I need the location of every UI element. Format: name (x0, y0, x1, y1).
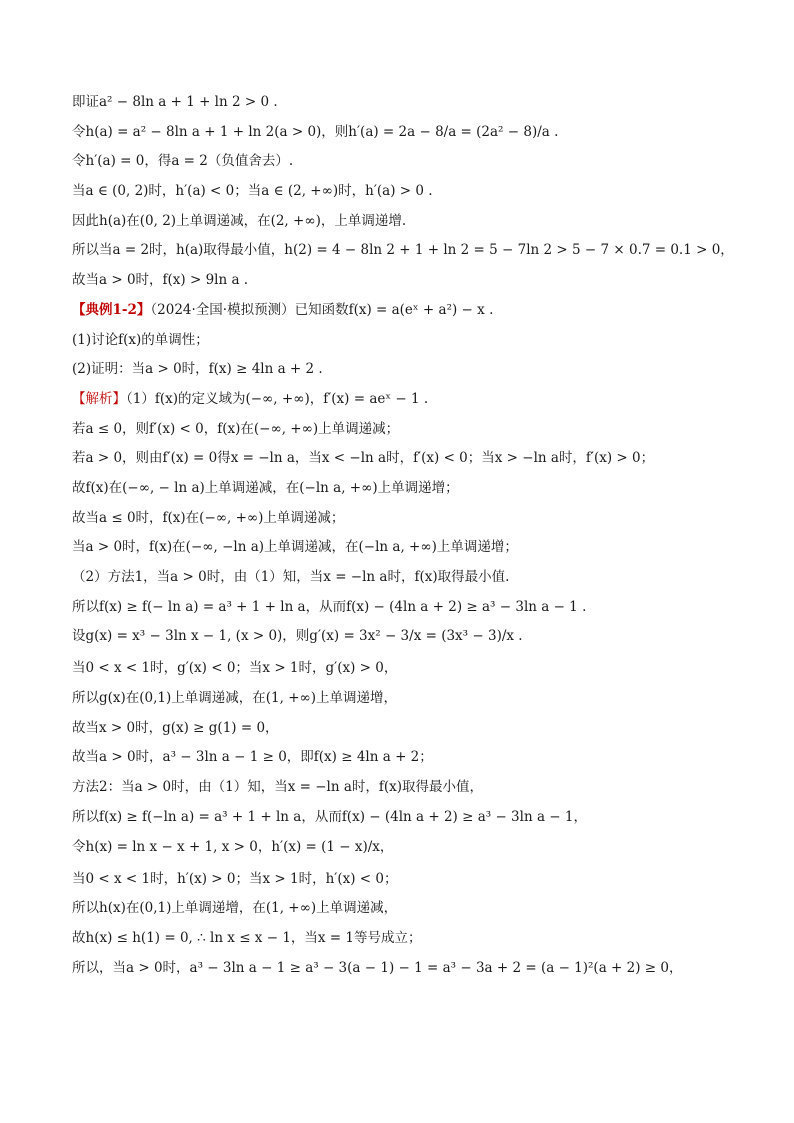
text-line: 所以g(x)在(0,1)上单调递减，在(1, +∞)上单调递增， (72, 690, 398, 707)
text-line: 令h(a) = a² − 8ln a + 1 + ln 2(a > 0)，则h′(a) = 2a − 8/a = (2a² − 8)/a . (72, 123, 559, 140)
text-line: 故当a > 0时，f(x) > 9ln a . (72, 272, 249, 289)
text-line: 若a > 0，则由f′(x) = 0得x = −ln a，当x < −ln a时，f′(x) < 0；当x > −ln a时，f′(x) > 0； (72, 450, 655, 467)
text-line: 故当a ≤ 0时，f(x)在(−∞, +∞)上单调递减； (72, 509, 345, 526)
text-line: 因此h(a)在(0, 2)上单调递减，在(2, +∞)，上单调递增. (72, 212, 407, 229)
text-segment: 【典例1-2】 (72, 301, 151, 318)
text-line: 所以当a = 2时，h(a)取得最小值，h(2) = 4 − 8ln 2 + 1 + ln 2 = 5 − 7ln 2 > 5 − 7 × 0.7 = 0.1 > 0， (72, 242, 734, 259)
text-line: 所以f(x) ≥ f(− ln a) = a³ + 1 + ln a，从而f(x) − (4ln a + 2) ≥ a³ − 3ln a − 1 . (72, 598, 587, 615)
text-line: 故h(x) ≤ h(1) = 0, ∴ ln x ≤ x − 1，当x = 1等号成立； (72, 929, 422, 946)
text-segment: （2024·全国·模拟预测）已知函数f(x) = a(eˣ + a²) − x . (150, 301, 494, 318)
text-line: （2）方法1，当a > 0时，由（1）知，当x = −ln a时，f(x)取得最小值. (72, 569, 510, 585)
text-line: 若a ≤ 0，则f′(x) < 0，f(x)在(−∞, +∞)上单调递减； (72, 420, 400, 437)
text-line: 当0 < x < 1时，g′(x) < 0；当x > 1时，g′(x) > 0， (72, 660, 398, 677)
text-line: 当0 < x < 1时，h′(x) > 0；当x > 1时，h′(x) < 0； (72, 870, 398, 887)
text-segment: 【解析】 (72, 390, 126, 407)
text-line: 设g(x) = x³ − 3ln x − 1, (x > 0)，则g′(x) = 3x² − 3/x = (3x³ − 3)/x . (72, 628, 523, 645)
text-segment: （1）f(x)的定义域为(−∞, +∞)，f′(x) = aeˣ − 1 . (126, 390, 429, 407)
text-line: 当a ∈ (0, 2)时，h′(a) < 0；当a ∈ (2, +∞)时，h′(a) > 0 . (72, 183, 433, 200)
text-line: 所以f(x) ≥ f(−ln a) = a³ + 1 + ln a，从而f(x) − (4ln a + 2) ≥ a³ − 3ln a − 1， (72, 808, 587, 825)
text-line: 故当a > 0时，a³ − 3ln a − 1 ≥ 0，即f(x) ≥ 4ln a + 2； (72, 749, 433, 766)
text-line: 故f(x)在(−∞, − ln a)上单调递减，在(−ln a, +∞)上单调递增； (72, 479, 459, 496)
text-line: 令h(x) = ln x − x + 1, x > 0，h′(x) = (1 − x)/x， (72, 838, 394, 855)
text-line: 所以h(x)在(0,1)上单调递增，在(1, +∞)上单调递减， (72, 900, 398, 917)
text-line (72, 300, 732, 320)
text-line: 故当x > 0时，g(x) ≥ g(1) = 0， (72, 719, 279, 736)
text-line: 当a > 0时，f(x)在(−∞, −ln a)上单调递减，在(−ln a, +∞)上单调递增； (72, 539, 518, 556)
text-line: (1)讨论f(x)的单调性； (72, 331, 209, 348)
document-page (72, 92, 732, 987)
text-line: (2)证明：当a > 0时，f(x) ≥ 4ln a + 2 . (72, 361, 323, 378)
text-line: 令h′(a) = 0，得a = 2（负值舍去）. (72, 153, 294, 170)
text-line: 所以，当a > 0时，a³ − 3ln a − 1 ≥ a³ − 3(a − 1) − 1 = a³ − 3a + 2 = (a − 1)²(a + 2) ≥ 0， (72, 959, 683, 976)
text-line: 即证a² − 8ln a + 1 + ln 2 > 0 . (72, 94, 278, 110)
text-line: 方法2：当a > 0时，由（1）知，当x = −ln a时，f(x)取得最小值， (72, 779, 484, 796)
text-line (72, 389, 732, 409)
